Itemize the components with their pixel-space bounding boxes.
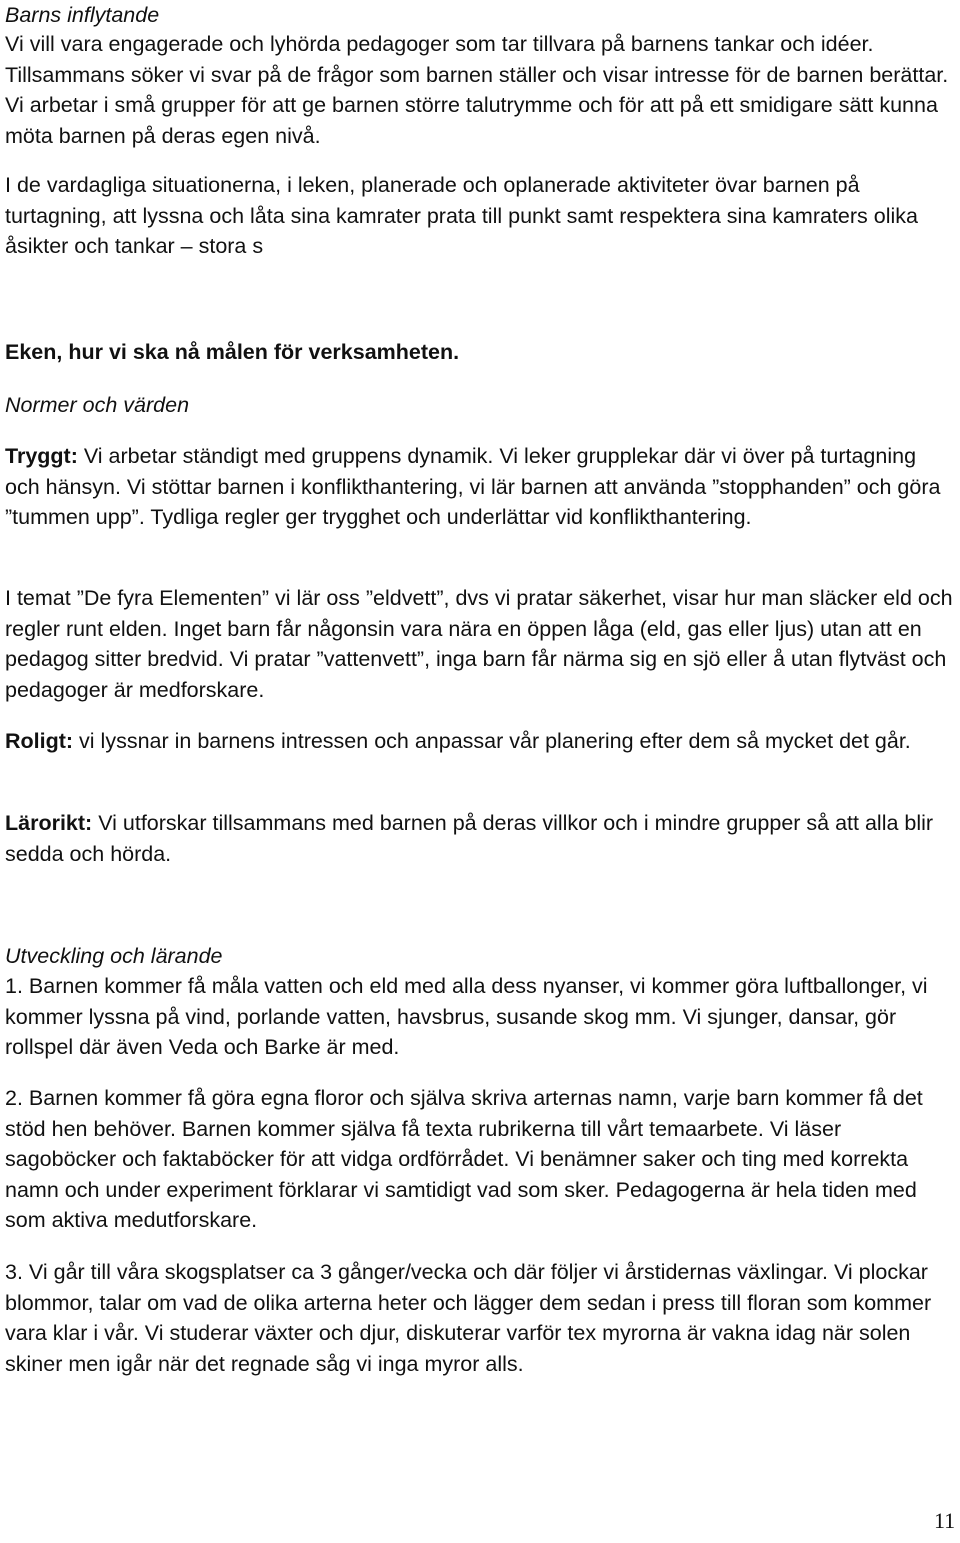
heading-eken: Eken, hur vi ska nå målen för verksamheten. bbox=[5, 340, 460, 364]
label-lororikt: Lärorikt: bbox=[5, 811, 93, 835]
paragraph-barns-inflytande-2: I de vardagliga situationerna, i leken, planerade och oplanerade aktiviteter övar barnen på turtagning, att lyssna och låta sina kamrater prata till punkt samt respektera sina kamraters olika åsikter och tankar – stora s bbox=[5, 173, 918, 258]
heading-normer-och-varden: Normer och värden bbox=[5, 393, 190, 417]
list-item-utveckling-1: 1. Barnen kommer få måla vatten och eld med alla dess nyanser, vi kommer göra luftballonger, vi kommer lyssna på vind, porlande vatten, havsbrus, susande skog mm. Vi sjunger, dansar, gör rollspel där även Veda och Barke är med. bbox=[5, 974, 928, 1059]
paragraph-barns-inflytande-1: Vi vill vara engagerade och lyhörda pedagoger som tar tillvara på barnens tankar och idéer. Tillsammans söker vi svar på de frågor som barnen ställer och visar intresse för de barnen berättar. Vi arbetar i små grupper för att ge barnen större talutrymme och för att på ett smidigare sätt kunna möta barnen på deras egen nivå. bbox=[5, 32, 949, 148]
list-item-utveckling-3: 3. Vi går till våra skogsplatser ca 3 gånger/vecka och där följer vi årstidernas växlingar. Vi plockar blommor, talar om vad de olika arterna heter och lägger dem sedan i press till floran som kommer vara klar i vår. Vi studerar växter och djur, diskuterar varför tex myrorna är vakna idag när solen skiner men igår när det regnade såg vi inga myror alls. bbox=[5, 1260, 932, 1376]
paragraph-roligt bbox=[5, 726, 955, 757]
heading-barns-inflytande: Barns inflytande bbox=[5, 3, 160, 27]
list-item-utveckling-2: 2. Barnen kommer få göra egna floror och själva skriva arternas namn, varje barn kommer få det stöd hen behöver. Barnen kommer själva få texta rubrikerna till vårt temaarbete. Vi läser sagoböcker och faktaböcker för att vidga ordförrådet. Vi benämner saker och ting med korrekta namn och under experiment förklarar vi samtidigt vad som sker. Pedagogerna är hela tiden med som aktiva medutforskare. bbox=[5, 1086, 923, 1232]
text-tryggt: Vi arbetar ständigt med gruppens dynamik. Vi leker grupplekar där vi över på turtagning och hänsyn. Vi stöttar barnen i konflikthantering, vi lär barnen att använda ”stopphanden” och göra ”tummen upp”. Tydliga regler ger trygghet och underlättar vid konflikthantering. bbox=[5, 444, 941, 529]
paragraph-elementen: I temat ”De fyra Elementen” vi lär oss ”eldvett”, dvs vi pratar säkerhet, visar hur man släcker eld och regler runt elden. Inget barn får någonsin vara nära en öppen låga (eld, gas eller ljus) utan att en pedagog sitter bredvid. Vi pratar ”vattenvett”, inga barn får närma sig en sjö eller å utan flytväst och pedagoger är medforskare. bbox=[5, 586, 953, 702]
text-lororikt: Vi utforskar tillsammans med barnen på deras villkor och i mindre grupper så att alla blir sedda och hörda. bbox=[5, 811, 934, 866]
paragraph-lororikt bbox=[5, 808, 955, 869]
heading-utveckling-och-larande: Utveckling och lärande bbox=[5, 944, 223, 968]
label-roligt: Roligt: bbox=[5, 729, 74, 753]
paragraph-tryggt bbox=[5, 441, 955, 533]
text-roligt: vi lyssnar in barnens intressen och anpassar vår planering efter dem så mycket det går. bbox=[73, 729, 911, 753]
page-number: 11 bbox=[934, 1508, 956, 1533]
label-tryggt: Tryggt: bbox=[5, 444, 78, 468]
